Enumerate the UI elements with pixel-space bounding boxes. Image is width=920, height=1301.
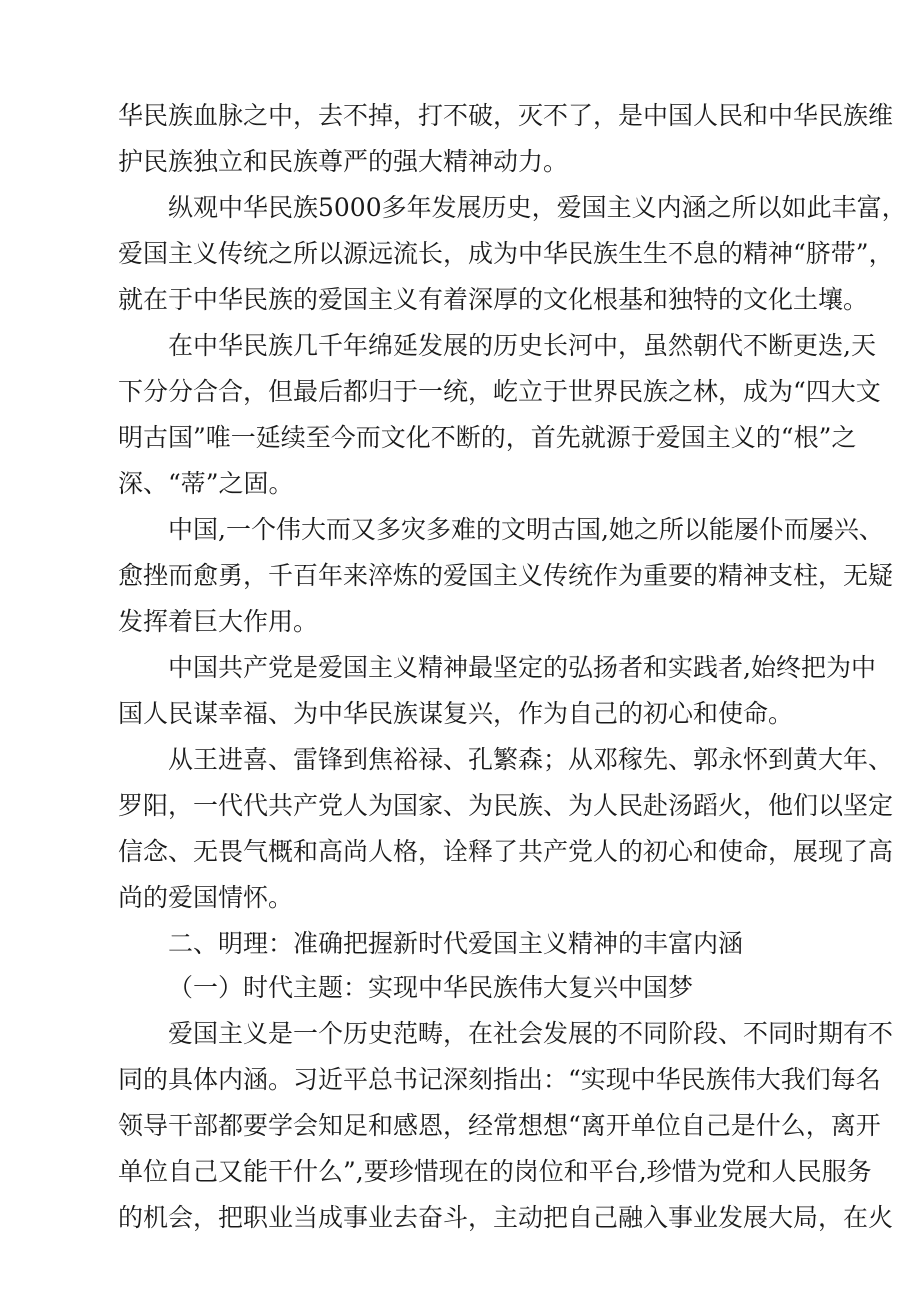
text-line: 爱国主义是一个历史范畴，在社会发展的不同阶段、不同时期有不 <box>168 1019 894 1048</box>
text-line: 愈挫而愈勇，千百年来淬炼的爱国主义传统作为重要的精神支柱，无疑 <box>118 561 894 590</box>
text-line: 中国共产党是爱国主义精神最坚定的弘扬者和实践者,始终把为中 <box>168 653 876 682</box>
subsection-heading: （一）时代主题：实现中华民族伟大复兴中国梦 <box>168 973 694 1002</box>
text-line: 同的具体内涵。习近平总书记深刻指出：“实现中华民族伟大我们每名 <box>118 1065 881 1094</box>
text-line: 从王进喜、雷锋到焦裕禄、孔繁森；从邓稼先、郭永怀到黄大年、 <box>168 745 894 774</box>
section-heading: 二、明理：准确把握新时代爱国主义精神的丰富内涵 <box>168 929 744 958</box>
text-line: 信念、无畏气概和高尚人格，诠释了共产党人的初心和使命，展现了高 <box>118 837 894 866</box>
text-line: 深、“蒂”之固。 <box>118 469 294 498</box>
text-line: 尚的爱国情怀。 <box>118 883 294 912</box>
text-line: 中国,一个伟大而又多灾多难的文明古国,她之所以能屡仆而屡兴、 <box>168 515 884 544</box>
text-line: 爱国主义传统之所以源远流长，成为中华民族生生不息的精神“脐带”， <box>118 239 894 268</box>
text-line: 罗阳，一代代共产党人为国家、为民族、为人民赴汤蹈火，他们以坚定 <box>118 791 894 820</box>
text-line: 国人民谋幸福、为中华民族谋复兴，作为自己的初心和使命。 <box>118 699 794 728</box>
text-line: 华民族血脉之中，去不掉，打不破，灭不了，是中国人民和中华民族维 <box>118 101 894 130</box>
text-line: 下分分合合，但最后都归于一统，屹立于世界民族之林，成为“四大文 <box>118 377 881 406</box>
text-line: 明古国”唯一延续至今而文化不断的，首先就源于爱国主义的“根”之 <box>118 423 857 452</box>
text-line: 纵观中华民族5000多年发展历史，爱国主义内涵之所以如此丰富， <box>168 193 907 222</box>
text-line: 就在于中华民族的爱国主义有着深厚的文化根基和独特的文化土壤。 <box>118 285 869 314</box>
text-line: 领导干部都要学会知足和感恩，经常想想“离开单位自己是什么，离开 <box>118 1111 881 1140</box>
text-line: 单位自己又能干什么”,要珍惜现在的岗位和平台,珍惜为党和人民服务 <box>118 1157 872 1186</box>
text-line: 在中华民族几千年绵延发展的历史长河中，虽然朝代不断更迭,天 <box>168 331 876 360</box>
text-line: 的机会，把职业当成事业去奋斗，主动把自己融入事业发展大局，在火 <box>118 1203 894 1232</box>
text-line: 护民族独立和民族尊严的强大精神动力。 <box>118 147 569 176</box>
text-line: 发挥着巨大作用。 <box>118 607 319 636</box>
